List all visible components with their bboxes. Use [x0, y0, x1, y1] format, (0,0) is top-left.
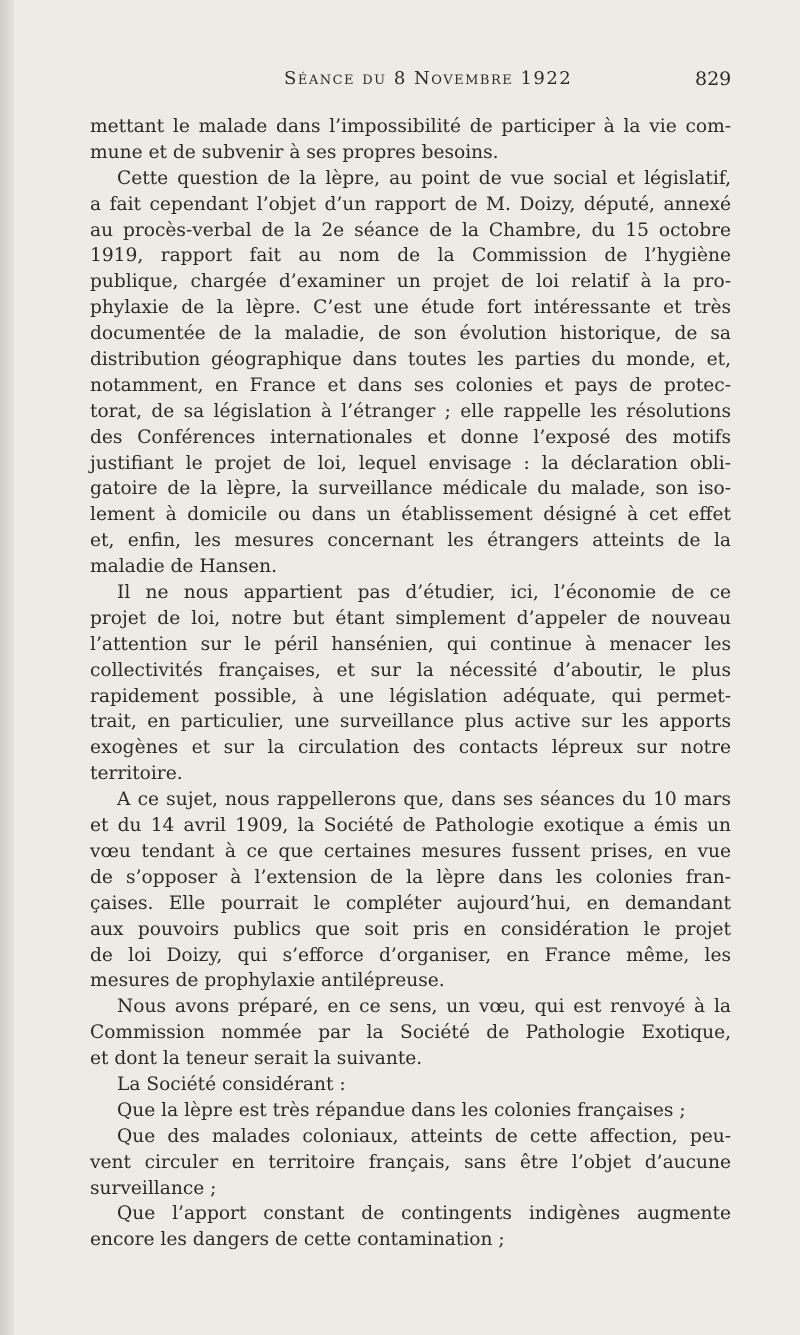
text-line: et dont la teneur serait la suivante. — [90, 1048, 423, 1070]
text-line: encore les dangers de cette contamination ; — [90, 1229, 505, 1251]
text-line: aux pouvoirs publics que soit pris en considération le projet — [90, 918, 731, 940]
page-edge-shadow — [0, 0, 14, 1335]
text-line: mune et de subvenir à ses propres besoins. — [90, 141, 499, 163]
text-line: de loi Doizy, qui s’efforce d’organiser, en France même, les — [90, 944, 731, 966]
text-line: documentée de la maladie, de son évolution historique, de sa — [90, 323, 731, 345]
text-line: lement à domicile ou dans un établissement désigné à cet effet — [90, 504, 731, 526]
text-line: mesures de prophylaxie antilépreuse. — [90, 970, 445, 992]
text-line: projet de loi, notre but étant simplement d’appeler de nouveau — [90, 607, 731, 629]
text-line: rapidement possible, à une législation adéquate, qui permet- — [90, 685, 731, 707]
text-line: Que l’apport constant de contingents indigènes augmente — [117, 1203, 731, 1225]
text-line: phylaxie de la lèpre. C’est une étude fort intéressante et très — [90, 297, 731, 319]
text-line: des Conférences internationales et donne l’exposé des motifs — [90, 426, 731, 448]
text-line: çaises. Elle pourrait le compléter aujourd’hui, en demandant — [90, 892, 731, 914]
text-line: Cette question de la lèpre, au point de vue social et législatif, — [117, 167, 731, 189]
text-line: exogènes et sur la circulation des contacts lépreux sur notre — [90, 737, 731, 759]
text-line: torat, de sa législation à l’étranger ; elle rappelle les résolutions — [90, 400, 731, 422]
text-line: trait, en particulier, une surveillance plus active sur les apports — [90, 711, 731, 733]
text-line: distribution géographique dans toutes les parties du monde, et, — [90, 349, 731, 371]
text-line: vœu tendant à ce que certaines mesures fussent prises, en vue — [90, 840, 731, 862]
text-line: Nous avons préparé, en ce sens, un vœu, qui est renvoyé à la — [117, 996, 731, 1018]
text-line: gatoire de la lèpre, la surveillance médicale du malade, son iso- — [90, 478, 731, 500]
text-line: surveillance ; — [90, 1177, 217, 1199]
text-line: et du 14 avril 1909, la Société de Pathologie exotique a émis un — [90, 815, 731, 837]
text-line: publique, chargée d’examiner un projet de loi relatif à la pro- — [90, 271, 731, 293]
text-line: Commission nommée par la Société de Pathologie Exotique, — [90, 1022, 731, 1044]
running-head-title: Séance du 8 Novembre 1922 — [284, 68, 573, 89]
text-line: justifiant le projet de loi, lequel envisage : la déclaration obli- — [90, 452, 731, 474]
text-line: Il ne nous appartient pas d’étudier, ici, l’économie de ce — [117, 582, 731, 604]
text-line: Que des malades coloniaux, atteints de cette affection, peu- — [117, 1125, 731, 1147]
text-line: l’attention sur le péril hansénien, qui continue à menacer les — [90, 633, 731, 655]
text-line: vent circuler en territoire français, sans être l’objet d’aucune — [90, 1151, 731, 1173]
text-line: La Société considérant : — [117, 1073, 346, 1095]
text-line: collectivités françaises, et sur la nécessité d’aboutir, le plus — [90, 659, 731, 681]
body-text — [90, 114, 731, 1253]
text-line: maladie de Hansen. — [90, 556, 278, 578]
page-number: 829 — [695, 68, 732, 90]
text-line: notamment, en France et dans ses colonies et pays de protec- — [90, 374, 731, 396]
text-line: a fait cependant l’objet d’un rapport de M. Doizy, député, annexé — [90, 193, 731, 215]
text-line: 1919, rapport fait au nom de la Commission de l’hygiène — [90, 245, 731, 267]
text-line: territoire. — [90, 763, 183, 785]
running-head — [0, 68, 800, 98]
text-line: et, enfin, les mesures concernant les étrangers atteints de la — [90, 530, 731, 552]
text-line: mettant le malade dans l’impossibilité de participer à la vie com- — [90, 116, 731, 137]
text-line: A ce sujet, nous rappellerons que, dans ses séances du 10 mars — [117, 789, 731, 811]
text-line: au procès-verbal de la 2e séance de la Chambre, du 15 octobre — [90, 219, 731, 241]
text-line: Que la lèpre est très répandue dans les colonies françaises ; — [117, 1099, 686, 1121]
text-line: de s’opposer à l’extension de la lèpre dans les colonies fran- — [90, 866, 731, 888]
